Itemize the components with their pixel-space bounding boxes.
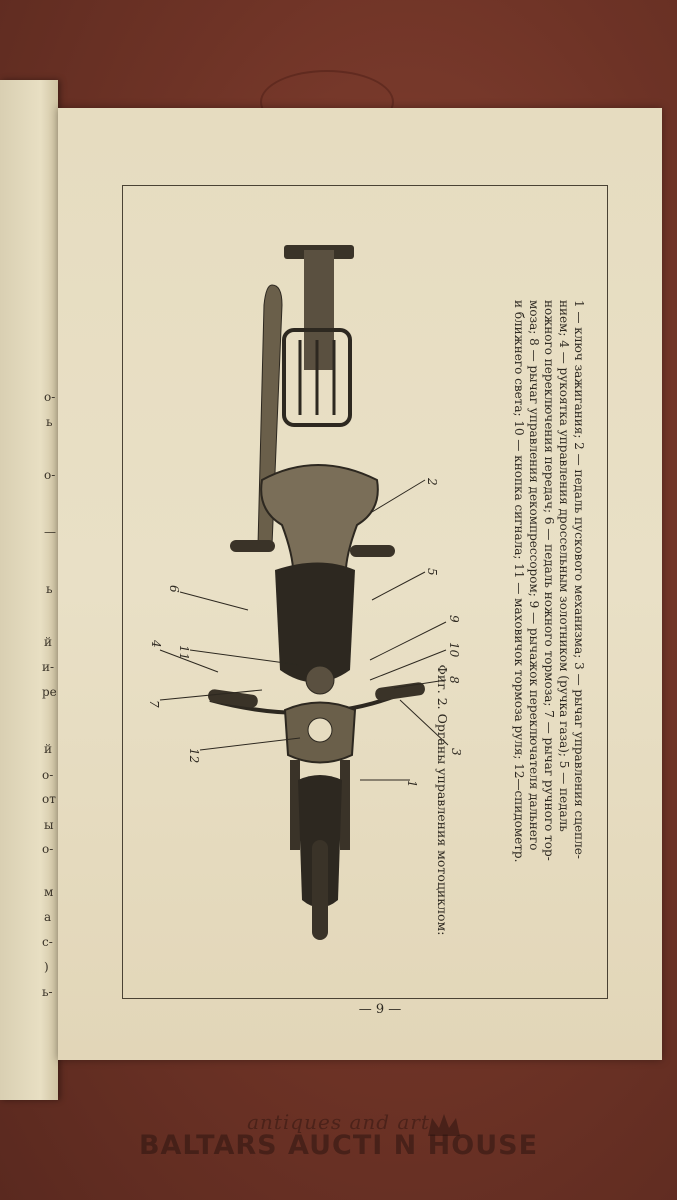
left-page-fragment: о-	[42, 842, 54, 856]
auction-watermark	[0, 1110, 677, 1161]
left-page-fragment: а	[44, 910, 52, 924]
figure-title: Фиг. 2. Органы управления мотоциклом:	[435, 664, 450, 936]
left-page-fragment: —	[44, 525, 56, 539]
left-page-fragment: ь-	[42, 985, 53, 999]
caption-line: ножного переключения передач; 6 — педаль ножного тормоза; 7 — рычаг ручного тор-	[542, 300, 556, 861]
left-page-fragment: ь	[46, 415, 53, 429]
callout-label: 12	[187, 748, 201, 764]
callout-label: 7	[147, 700, 161, 708]
caption-line: и ближнего света; 10 — кнопка сигнала; 11 — маховичок тормоза руля; 12—спидометр.	[512, 300, 526, 863]
callout-label: 1	[405, 780, 419, 788]
watermark-title: BALTARS AUCTI N HOUSE	[138, 1130, 539, 1161]
left-page-fragment: и-	[42, 660, 55, 674]
left-page-fragment: ре	[42, 685, 57, 699]
callout-label: 11	[177, 645, 191, 661]
caption-line: нием; 4 — рукоятка управления дроссельным золотником (ручка газа); 5 — педаль	[557, 300, 571, 832]
callout-label: 9	[447, 615, 461, 623]
left-page-fragment: о-	[44, 390, 56, 404]
left-page-fragment: о-	[44, 468, 56, 482]
callout-label: 4	[149, 640, 163, 648]
left-page-fragment: о-	[42, 768, 54, 782]
callout-label: 2	[425, 478, 439, 486]
left-page-fragment: й	[44, 742, 52, 756]
callout-label: 8	[447, 676, 461, 684]
callout-label: 10	[447, 642, 461, 658]
callout-label: 6	[167, 585, 181, 593]
caption-line: моза; 8 — рычаг управления декомпрессором; 9 — рычажок переключателя дальнего	[527, 300, 541, 851]
left-page-fragment: м	[44, 885, 54, 899]
left-page-fragment: с-	[42, 935, 53, 949]
left-page-fragment: ь	[46, 582, 53, 596]
callout-label: 5	[425, 568, 439, 576]
left-page-fragment: от	[42, 792, 56, 806]
left-page-fragment: й	[44, 635, 52, 649]
callout-label: 3	[449, 748, 463, 756]
left-page-fragment: )	[44, 960, 49, 974]
watermark-subtitle: antiques and art	[247, 1110, 430, 1134]
left-page-fragment: ы	[44, 818, 54, 832]
page-number: — 9 —	[358, 1002, 402, 1017]
caption-line: 1 — ключ зажигания; 2 — педаль пускового механизма; 3 — рычаг управления сцепле-	[572, 300, 586, 859]
